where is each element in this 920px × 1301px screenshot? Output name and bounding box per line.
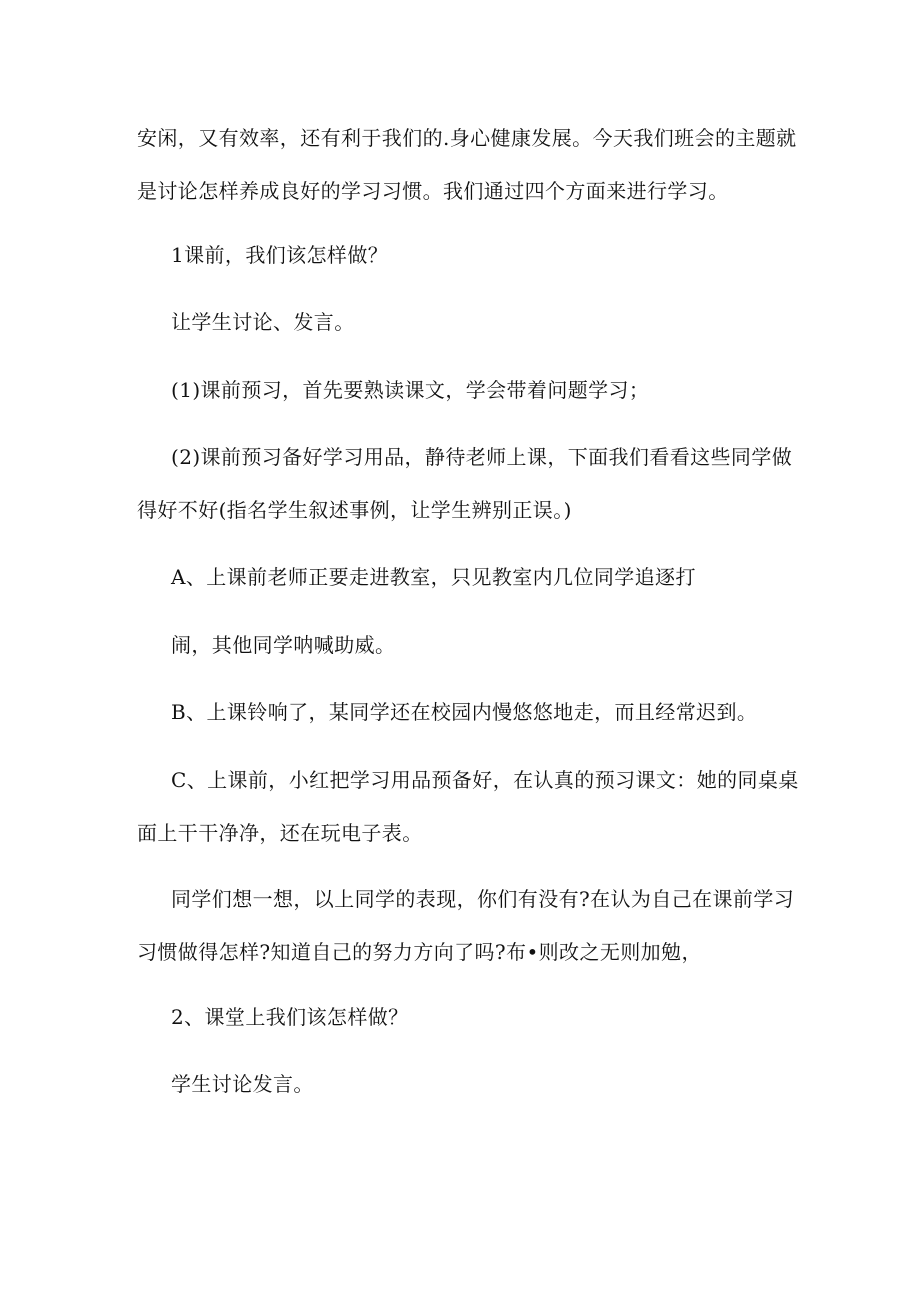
example-c-cont: 面上干干净净，还在玩电子表。	[137, 821, 423, 845]
paragraph-line: 是讨论怎样养成良好的学习习惯。我们通过四个方面来进行学习。	[137, 179, 729, 203]
paragraph-line: 安闲，又有效率，还有利于我们的.身心健康发展。今天我们班会的主题就	[137, 126, 797, 150]
example-a-cont: 闹，其他同学呐喊助威。	[171, 633, 396, 657]
example-b: B、上课铃响了，某同学还在校园内慢悠悠地走，而且经常迟到。	[171, 700, 758, 724]
list-item-1: (1)课前预习，首先要熟读课文，学会带着问题学习；	[171, 378, 650, 402]
example-a: A、上课前老师正要走进教室，只见教室内几位同学追逐打	[171, 565, 696, 589]
paragraph-line: 让学生讨论、发言。	[171, 310, 355, 334]
section-heading-1: 1课前，我们该怎样做？	[171, 243, 389, 267]
list-item-2: (2)课前预习备好学习用品，静待老师上课，下面我们看看这些同学做	[171, 445, 793, 469]
paragraph-line: 学生讨论发言。	[171, 1072, 314, 1096]
paragraph-line: 同学们想一想，以上同学的表现，你们有没有?在认为自己在课前学习	[171, 887, 795, 911]
paragraph-line: 得好不好(指名学生叙述事例，让学生辨别正误。)	[137, 498, 572, 522]
paragraph-line: 习惯做得怎样?知道自己的努力方向了吗?布•则改之无则加勉，	[137, 940, 702, 964]
example-c: C、上课前，小红把学习用品预备好，在认真的预习课文：她的同桌桌	[171, 768, 799, 792]
section-heading-2: 2、课堂上我们该怎样做？	[171, 1005, 409, 1029]
